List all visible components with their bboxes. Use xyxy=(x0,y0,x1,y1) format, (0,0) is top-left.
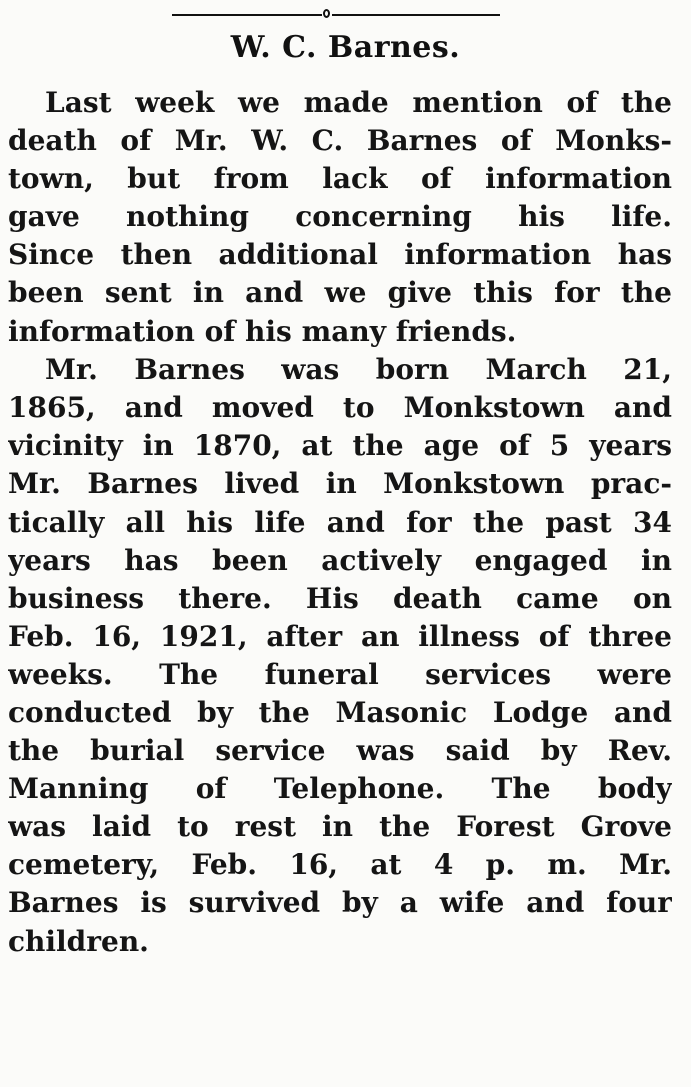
text-line: children. xyxy=(8,924,149,958)
text-line: 1865, and moved to Monkstown and xyxy=(8,391,672,425)
text-line: town, but from lack of information xyxy=(8,162,672,196)
text-line: weeks. The funeral services were xyxy=(8,657,672,691)
text-line: Mr. Barnes was born March 21, xyxy=(45,353,672,387)
text-line: Mr. Barnes lived in Monkstown prac- xyxy=(8,467,672,501)
text-line: was laid to rest in the Forest Grove xyxy=(8,810,672,844)
text-line: death of Mr. W. C. Barnes of Monks- xyxy=(8,124,672,158)
text-line: been sent in and we give this for the xyxy=(8,276,672,310)
text-line: cemetery, Feb. 16, at 4 p. m. Mr. xyxy=(8,848,672,882)
obituary-body xyxy=(8,84,672,961)
text-line: Since then additional information has xyxy=(8,238,672,272)
paragraph-1 xyxy=(8,84,672,351)
text-line: vicinity in 1870, at the age of 5 years xyxy=(8,429,672,463)
text-line: Last week we made mention of the xyxy=(45,86,672,119)
text-line: Feb. 16, 1921, after an illness of three xyxy=(8,619,672,653)
text-line: information of his many friends. xyxy=(8,314,517,348)
ornamental-divider xyxy=(172,8,500,22)
text-line: years has been actively engaged in xyxy=(8,543,672,577)
divider-ornament-icon xyxy=(323,9,330,18)
divider-rule-left xyxy=(172,14,322,16)
text-line: business there. His death came on xyxy=(8,581,672,615)
text-line: conducted by the Masonic Lodge and xyxy=(8,696,672,729)
text-line: Manning of Telephone. The body xyxy=(8,772,672,806)
text-line: gave nothing concerning his life. xyxy=(8,200,672,234)
text-line: Barnes is survived by a wife and four xyxy=(8,886,672,920)
text-line: the burial service was said by Rev. xyxy=(8,734,672,768)
paragraph-2 xyxy=(8,351,672,961)
obituary-headline: W. C. Barnes. xyxy=(230,30,461,65)
text-line: tically all his life and for the past 34 xyxy=(8,505,672,539)
divider-rule-right xyxy=(332,14,500,16)
